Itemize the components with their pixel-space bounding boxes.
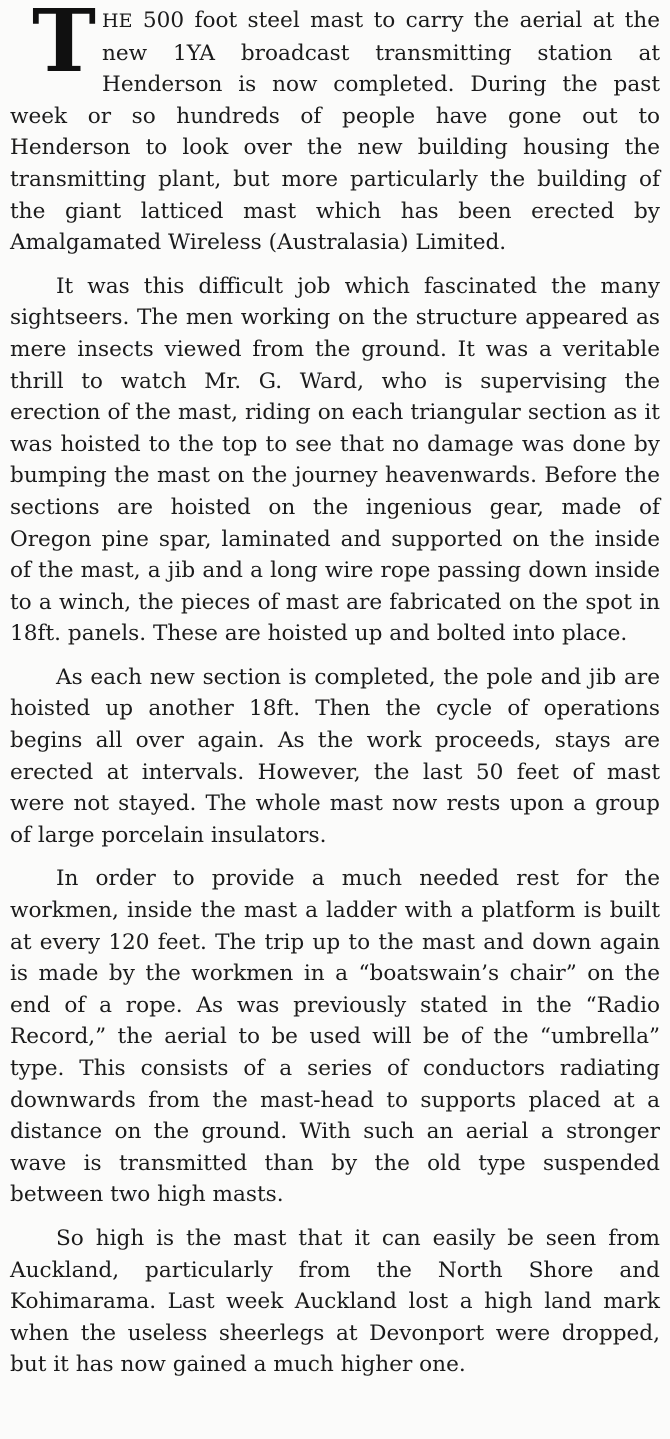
article-paragraph-4: In order to provide a much needed rest for the workmen, inside the mast a ladder with a platform is built at every 120 feet. The trip up to the mast and down again is made by the workmen in a “boatswain’s chair” on the end of a rope. As was previously stated in the “Radio Record,” the aerial to be used will be of the “umbrella” type. This consists of a series of conductors radiating downwards from the mast-head to supports placed at a distance on the ground. With such an aerial a stronger wave is transmitted than by the old type suspended between two high masts.: [10, 866, 660, 1208]
article-paragraph-1: [10, 0, 660, 259]
drop-cap-letter: T: [32, 0, 96, 92]
paragraph-1-text: 500 foot steel mast to carry the aerial at the new 1YA broadcast transmitting station at Henderson is now completed. During the past week or so hundreds of people have gone out to Henderson to look over the new building housing the transmitting plant, but more particularly the building of the giant latticed mast which has been erected by Amalgamated Wireless (Australasia) Limited.: [10, 8, 660, 256]
article-paragraph-3: As each new section is completed, the pole and jib are hoisted up another 18ft. Then the cycle of operations begins all over again. As the work proceeds, stays are erected at intervals. However, the last 50 feet of mast were not stayed. The whole mast now rests upon a group of large porcelain insulators.: [10, 664, 660, 848]
article-paragraph-2: It was this difficult job which fascinated the many sightseers. The men working on the structure appeared as mere insects viewed from the ground. It was a veritable thrill to watch Mr. G. Ward, who is supervising the erection of the mast, riding on each triangular section as it was hoisted to the top to see that no damage was done by bumping the mast on the journey heavenwards. Before the sections are hoisted on the ingenious gear, made of Oregon pine spar, laminated and supported on the inside of the mast, a jib and a long wire rope passing down inside to a winch, the pieces of mast are fabricated on the spot in 18ft. panels. These are hoisted up and bolted into place.: [10, 273, 660, 647]
lead-in-caps: HE: [102, 10, 133, 32]
article-paragraph-5: So high is the mast that it can easily be seen from Auckland, particularly from the North Shore and Kohimarama. Last week Auckland lost a high land mark when the useless sheerlegs at Devonport were dropped, but it has now gained a much higher one.: [10, 1225, 660, 1378]
